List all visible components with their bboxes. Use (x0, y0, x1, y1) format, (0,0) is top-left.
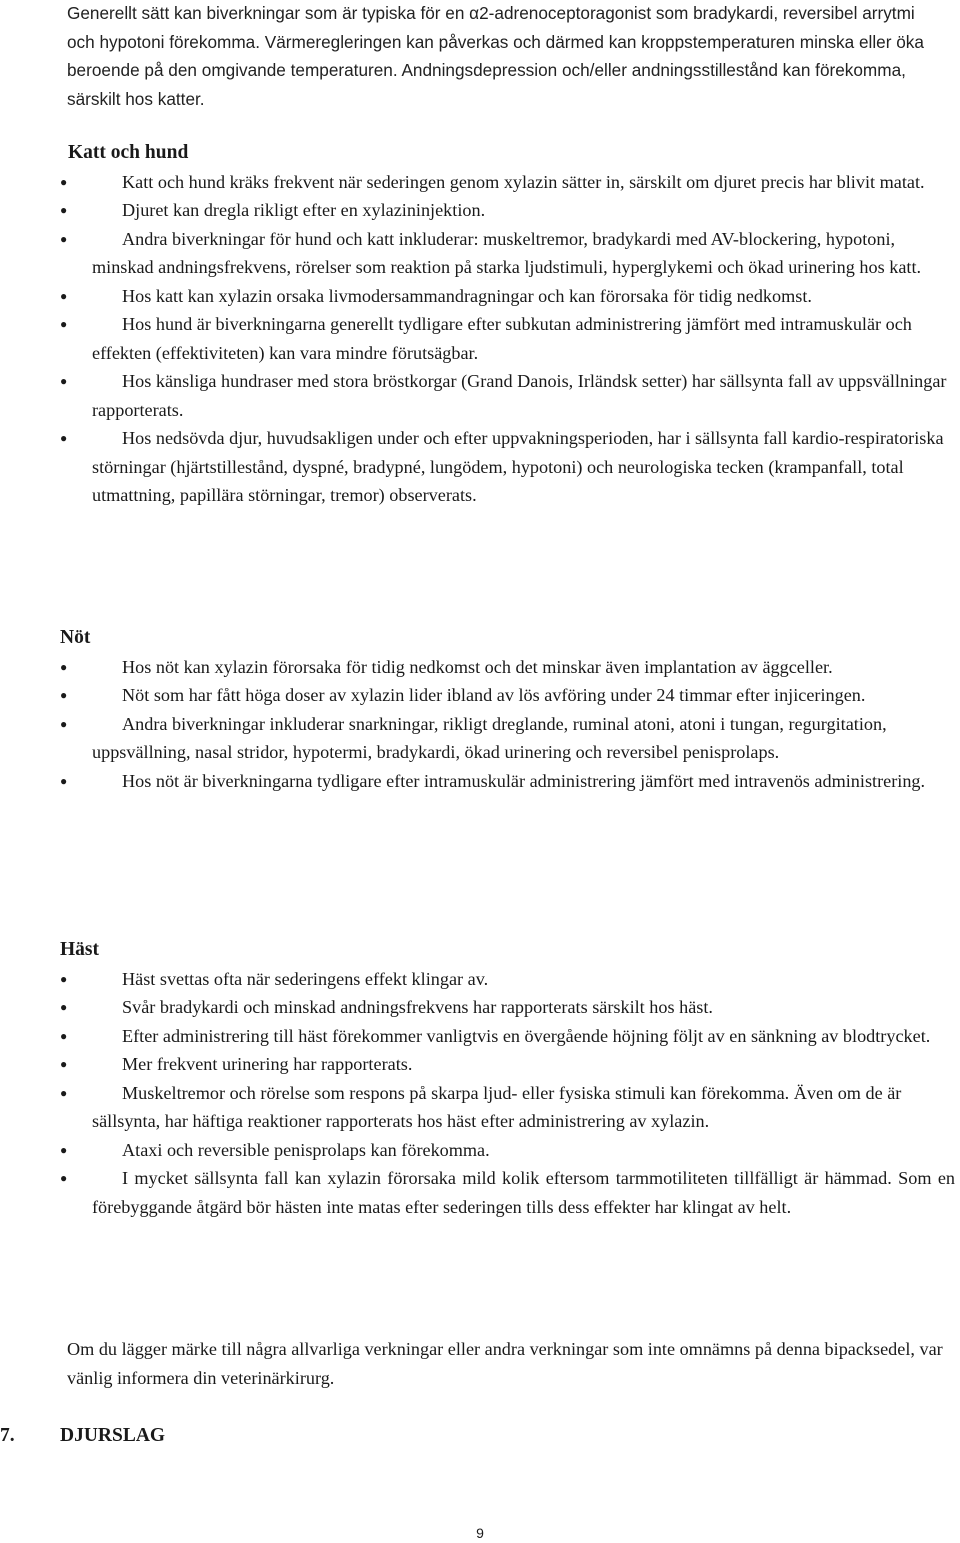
section-heading: Katt och hund (68, 142, 189, 163)
section-7-heading (0, 1422, 165, 1451)
bullet-icon: ● (60, 1085, 68, 1100)
list-item: ● Hos katt kan xylazin orsaka livmodersammandragningar och kan förorsaka för tidig nedkomst. (60, 282, 955, 311)
bullet-icon: ● (60, 203, 68, 217)
bullet-icon: ● (60, 1028, 68, 1043)
list-item: ● Hos nöt är biverkningarna tydligare efter intramuskulär administrering jämfört med intravenös administrering. (60, 767, 955, 796)
list-item: ● Hos hund är biverkningarna generellt tydligare efter subkutan administrering jämfört med intramuskulär och effekten (effektiviteten) kan vara mindre förutsägbar. (60, 310, 955, 367)
intro-paragraph: Generellt sätt kan biverkningar som är typiska för en α2-adrenoceptoragonist som bradykardi, reversibel arrytmi och hypotoni förekomma. Värmeregleringen kan påverkas och därmed kan kroppstemperaturen minska eller öka beroende på den omgivande temperaturen. Andningsdepression och/eller andningsstillestånd kan förekomma, särskilt hos katter. (67, 3, 924, 109)
page-number: 9 (476, 1525, 484, 1541)
list-item: ● Häst svettas ofta när sederingens effekt klingar av. (60, 965, 955, 994)
bullet-icon: ● (60, 716, 68, 731)
list-item: ● Muskeltremor och rörelse som respons på skarpa ljud- eller fysiska stimuli kan förekomma. Även om de är sällsynta, har häftiga reaktioner rapporterats hos häst efter administrering av xylazin. (60, 1079, 955, 1136)
list-item: ● Nöt som har fått höga doser av xylazin lider ibland av lös avföring under 24 timmar efter injiceringen. (60, 681, 955, 710)
section-heading: Nöt (60, 627, 91, 648)
bullet-list (60, 653, 955, 796)
section-hast (60, 936, 955, 1221)
section-number: 7. (0, 1425, 15, 1446)
bullet-icon: ● (60, 971, 68, 986)
list-item: ● Mer frekvent urinering har rapporterats. (60, 1050, 955, 1079)
list-item: ● Hos känsliga hundraser med stora bröstkorgar (Grand Danois, Irländsk setter) har sällsynta fall av uppsvällningar rapporterats. (60, 367, 955, 424)
bullet-list (60, 965, 955, 1222)
bullet-icon: ● (60, 431, 68, 445)
bullet-icon: ● (60, 174, 68, 189)
bullet-icon: ● (60, 374, 68, 388)
section-not (60, 624, 955, 795)
bullet-icon: ● (60, 231, 68, 246)
section-katt-och-hund (60, 139, 955, 510)
bullet-icon: ● (60, 1171, 68, 1185)
bullet-icon: ● (60, 317, 68, 331)
bullet-icon: ● (60, 1000, 68, 1014)
bullet-icon: ● (60, 288, 68, 303)
section-title: DJURSLAG (60, 1425, 166, 1446)
list-item: ● Djuret kan dregla rikligt efter en xylazininjektion. (60, 196, 955, 225)
list-item: ● Hos nöt kan xylazin förorsaka för tidig nedkomst och det minskar även implantation av äggceller. (60, 653, 955, 682)
list-item: ● Efter administrering till häst förekommer vanligtvis en övergående höjning följt av en sänkning av blodtrycket. (60, 1022, 955, 1051)
bullet-icon: ● (60, 1142, 68, 1157)
section-heading: Häst (60, 939, 99, 960)
list-item: ● Andra biverkningar för hund och katt inkluderar: muskeltremor, bradykardi med AV-blockering, hypotoni, minskad andningsfrekvens, rörelser som reaktion på starka ljudstimuli, hyperglykemi och ökad urinering hos katt. (60, 225, 955, 282)
list-item: ● Andra biverkningar inkluderar snarkningar, rikligt dreglande, ruminal atoni, atoni i tungan, regurgitation, uppsvällning, nasal stridor, hypotermi, bradykardi, ökad urinering och reversibel penisprolaps. (60, 710, 955, 767)
list-item: ● Hos nedsövda djur, huvudsakligen under och efter uppvakningsperioden, har i sällsynta fall kardio-respiratoriska störningar (hjärtstillestånd, dyspné, bradypné, lungödem, hypotoni) och neurologiska tecken (krampanfall, total utmattning, papillära störningar, tremor) observerats. (60, 424, 955, 510)
list-item: ● Svår bradykardi och minskad andningsfrekvens har rapporterats särskilt hos häst. (60, 993, 955, 1022)
bullet-icon: ● (60, 1057, 68, 1071)
bullet-icon: ● (60, 688, 68, 702)
list-item: ● Ataxi och reversible penisprolaps kan förekomma. (60, 1136, 955, 1165)
list-item: ● I mycket sällsynta fall kan xylazin förorsaka mild kolik eftersom tarmmotiliteten tillfälligt är hämmad. Som en förebyggande åtgärd bör hästen inte matas efter sederingen tills dess effekter har klingat av helt. (60, 1164, 955, 1221)
list-item: ● Katt och hund kräks frekvent när sederingen genom xylazin sätter in, särskilt om djuret precis har blivit matat. (60, 168, 955, 197)
bullet-icon: ● (60, 659, 68, 674)
bullet-icon: ● (60, 773, 68, 788)
bullet-list (60, 168, 955, 510)
closing-paragraph: Om du lägger märke till några allvarliga verkningar eller andra verkningar som inte omnämns på denna bipacksedel, var vänlig informera din veterinärkirurg. (67, 1339, 943, 1388)
